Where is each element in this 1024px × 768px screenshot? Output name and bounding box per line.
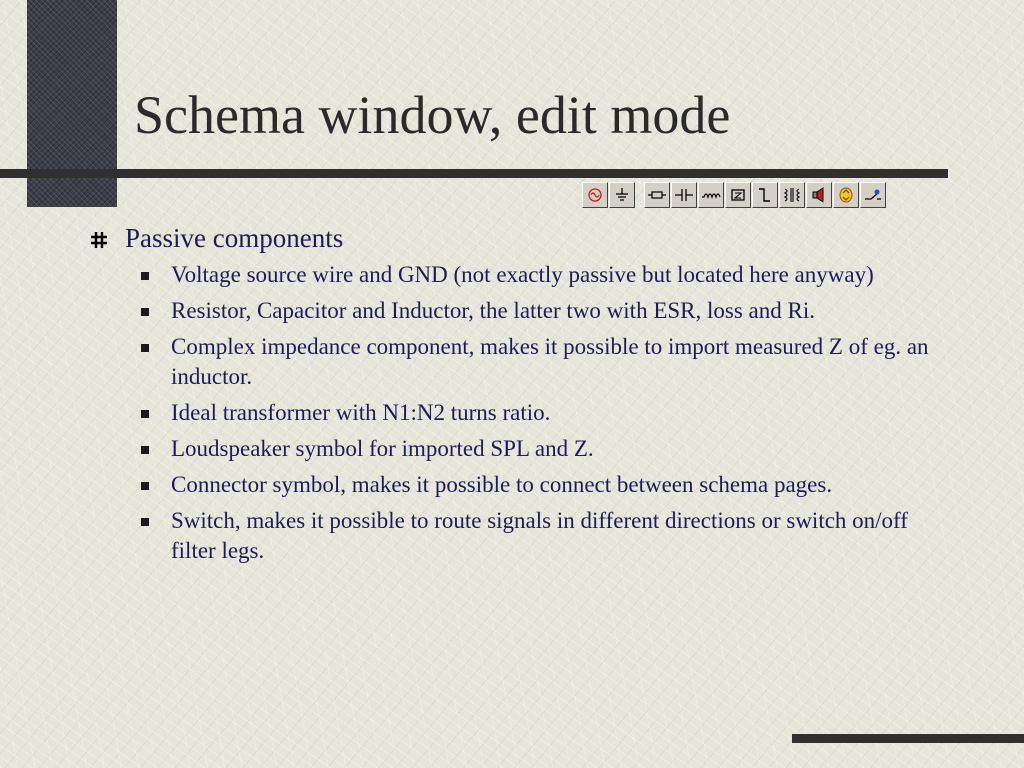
square-bullet-icon bbox=[141, 482, 149, 490]
impedance-button[interactable] bbox=[725, 182, 751, 208]
list-item bbox=[90, 506, 950, 566]
list-item bbox=[90, 296, 950, 326]
transformer-icon bbox=[782, 186, 802, 204]
voltage-source-button[interactable] bbox=[582, 182, 608, 208]
list-item bbox=[90, 434, 950, 464]
slide-content bbox=[90, 222, 950, 572]
hash-bullet-icon bbox=[90, 231, 108, 249]
ground-icon bbox=[612, 186, 632, 204]
component-button[interactable] bbox=[833, 182, 859, 208]
heading-item bbox=[90, 222, 950, 254]
component-icon bbox=[836, 186, 856, 204]
component-toolbar bbox=[582, 182, 895, 210]
list-item-text: Resistor, Capacitor and Inductor, the latter two with ESR, loss and Ri. bbox=[171, 298, 815, 323]
square-bullet-icon bbox=[141, 344, 149, 352]
square-bullet-icon bbox=[141, 410, 149, 418]
list-item bbox=[90, 332, 950, 392]
heading-text: Passive components bbox=[125, 223, 344, 253]
list-item-text: Voltage source wire and GND (not exactly passive but located here anyway) bbox=[171, 262, 874, 287]
list-item-text: Complex impedance component, makes it possible to import measured Z of eg. an inductor. bbox=[171, 334, 929, 389]
list-item bbox=[90, 260, 950, 290]
resistor-icon bbox=[647, 186, 667, 204]
toolbar-group-sources bbox=[582, 182, 636, 210]
title-divider bbox=[0, 169, 948, 178]
list-item-text: Loudspeaker symbol for imported SPL and Z. bbox=[171, 436, 594, 461]
impedance-icon bbox=[728, 186, 748, 204]
list-item-text: Switch, makes it possible to route signals in different directions or switch on/off filter legs. bbox=[171, 508, 908, 563]
ground-button[interactable] bbox=[609, 182, 635, 208]
loudspeaker-button[interactable] bbox=[806, 182, 832, 208]
transformer-button[interactable] bbox=[779, 182, 805, 208]
square-bullet-icon bbox=[141, 446, 149, 454]
capacitor-button[interactable] bbox=[671, 182, 697, 208]
inductor-button[interactable] bbox=[698, 182, 724, 208]
capacitor-icon bbox=[674, 186, 694, 204]
square-bullet-icon bbox=[141, 518, 149, 526]
inductor-icon bbox=[701, 186, 721, 204]
connector-button[interactable] bbox=[752, 182, 778, 208]
footer-divider bbox=[792, 734, 1024, 743]
voltage-source-icon bbox=[585, 186, 605, 204]
loudspeaker-icon bbox=[809, 186, 829, 204]
switch-button[interactable] bbox=[860, 182, 886, 208]
toolbar-group-passive bbox=[644, 182, 887, 210]
switch-icon bbox=[863, 186, 883, 204]
list-item bbox=[90, 470, 950, 500]
square-bullet-icon bbox=[141, 308, 149, 316]
connector-icon bbox=[755, 186, 775, 204]
resistor-button[interactable] bbox=[644, 182, 670, 208]
list-item-text: Connector symbol, makes it possible to connect between schema pages. bbox=[171, 472, 833, 497]
list-item-text: Ideal transformer with N1:N2 turns ratio. bbox=[171, 400, 551, 425]
list-item bbox=[90, 398, 950, 428]
square-bullet-icon bbox=[141, 272, 149, 280]
slide-title: Schema window, edit mode bbox=[134, 85, 731, 145]
